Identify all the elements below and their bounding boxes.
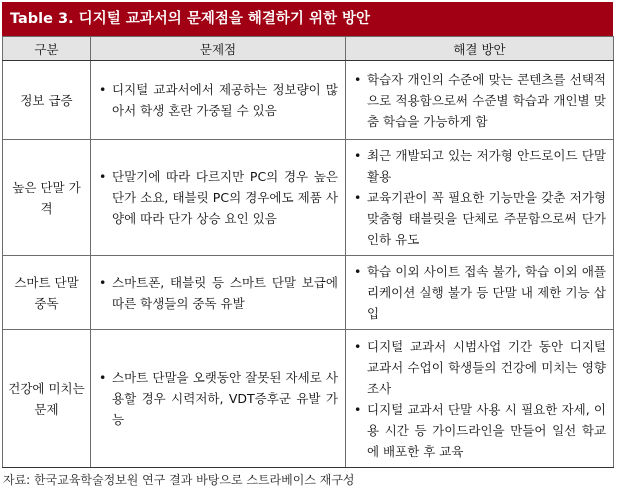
header-category: 구분	[3, 37, 91, 61]
category-cell: 높은 단말 가격	[3, 140, 91, 256]
table-row	[3, 140, 614, 256]
list-item: • 학습자 개인의 수준에 맞는 콘텐츠를 선택적으로 적용함으로써 수준별 학습과 개인별 맞춤 학습을 가능하게 함	[353, 69, 606, 132]
list-item: • 단말기에 따라 다르지만 PC의 경우 높은 단가 소요, 태블릿 PC의 경우에도 제품 사양에 따라 단가 상승 요인 있음	[98, 166, 338, 229]
header-row	[3, 37, 614, 61]
table-row	[3, 256, 614, 330]
list-item: • 디지털 교과서에서 제공하는 정보량이 많아서 학생 혼란 가중될 수 있음	[98, 79, 338, 121]
category-cell: 건강에 미치는 문제	[3, 330, 91, 468]
solution-cell	[346, 256, 614, 330]
category-cell: 스마트 단말 중독	[3, 256, 91, 330]
list-item: • 스마트폰, 태블릿 등 스마트 단말 보급에 따른 학생들의 중독 유발	[98, 272, 338, 314]
list-item: • 최근 개발되고 있는 저가형 안드로이드 단말 활용	[353, 145, 606, 187]
table-row	[3, 61, 614, 140]
source-note: 자료: 한국교육학술정보원 연구 결과 바탕으로 스트라베이스 재구성	[3, 473, 355, 487]
solutions-table	[2, 36, 614, 468]
problem-cell	[91, 140, 346, 256]
list-item: • 학습 이외 사이트 접속 불가, 학습 이외 애플리케이션 실행 불가 등 단말 내 제한 기능 삽입	[353, 261, 606, 324]
table-title: Table 3. 디지털 교과서의 문제점을 해결하기 위한 방안	[2, 2, 613, 36]
problem-cell	[91, 256, 346, 330]
solution-cell	[346, 61, 614, 140]
solution-cell	[346, 140, 614, 256]
solution-cell	[346, 330, 614, 468]
table-row	[3, 330, 614, 468]
list-item: • 교육기관이 꼭 필요한 기능만을 갖춘 저가형 맞춤형 태블릿을 단체로 주문함으로써 단가 인하 유도	[353, 187, 606, 250]
header-solutions: 해결 방안	[346, 37, 614, 61]
problem-cell	[91, 61, 346, 140]
list-item: • 디지털 교과서 시범사업 기간 동안 디지털 교과서 수업이 학생들의 건강에 미치는 영향 조사	[353, 336, 606, 399]
list-item: • 스마트 단말을 오랫동안 잘못된 자세로 사용할 경우 시력저하, VDT증후군 유발 가능	[98, 367, 338, 430]
category-cell: 정보 급증	[3, 61, 91, 140]
problem-cell	[91, 330, 346, 468]
header-problems: 문제점	[91, 37, 346, 61]
list-item: • 디지털 교과서 단말 사용 시 필요한 자세, 이용 시간 등 가이드라인을 만들어 일선 학교에 배포한 후 교육	[353, 399, 606, 462]
